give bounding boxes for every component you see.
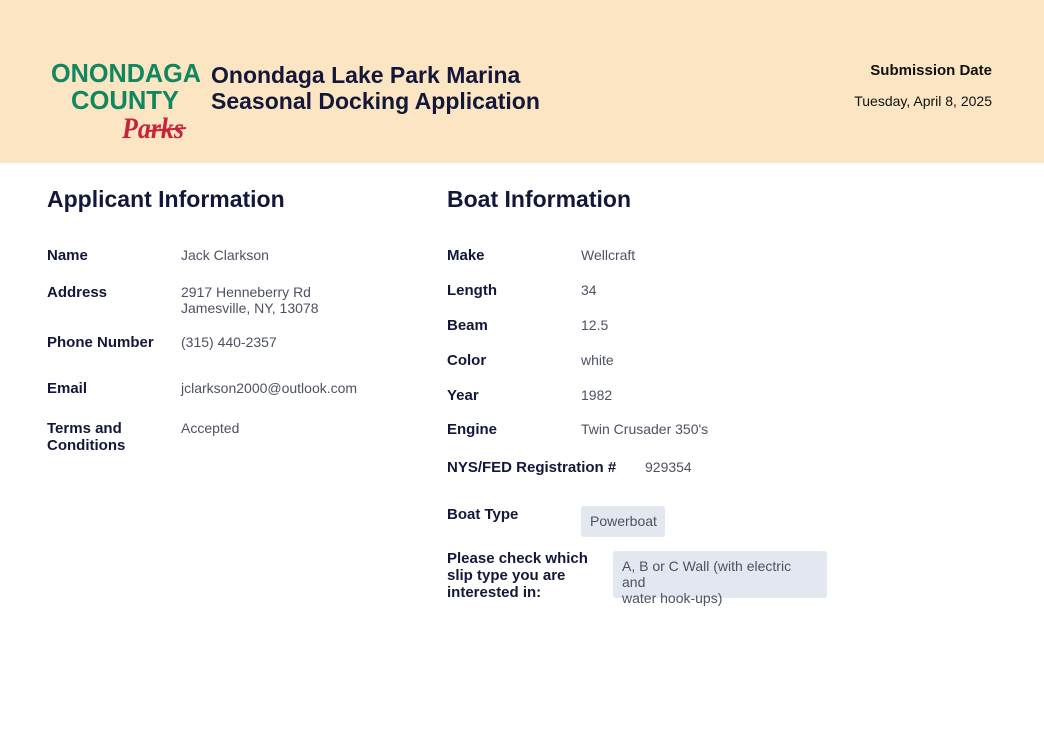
boat-heading: Boat Information [447, 186, 631, 212]
length-label: Length [447, 282, 497, 299]
onondaga-county-parks-logo [50, 56, 202, 146]
beam-label: Beam [447, 317, 488, 334]
name-value: Jack Clarkson [181, 247, 269, 263]
slip-type-label-line2: slip type you are [447, 567, 566, 584]
slip-type-value-line2: water hook-ups) [622, 590, 723, 606]
make-value: Wellcraft [581, 247, 636, 263]
terms-label-line2: Conditions [47, 437, 126, 454]
slip-type-chip [613, 551, 827, 606]
email-value: jclarkson2000@outlook.com [181, 380, 358, 396]
submission-date-value: Tuesday, April 8, 2025 [854, 93, 992, 109]
address-value [181, 284, 318, 316]
title-line1: Onondaga Lake Park Marina [211, 62, 521, 88]
color-value: white [581, 352, 614, 368]
name-label: Name [47, 247, 88, 264]
logo-line2: COUNTY [71, 85, 179, 115]
make-label: Make [447, 247, 485, 264]
boat-type-label: Boat Type [447, 506, 519, 523]
beam-value: 12.5 [581, 317, 609, 333]
registration-value: 929354 [645, 459, 692, 475]
submission-date-label: Submission Date [870, 62, 992, 79]
page-title [211, 62, 540, 114]
address-label: Address [47, 284, 108, 301]
page-header [0, 0, 1044, 163]
engine-label: Engine [447, 421, 498, 438]
slip-type-value-line1: A, B or C Wall (with electric and [622, 558, 792, 590]
terms-value: Accepted [181, 420, 240, 436]
boat-type-chip: Powerboat [581, 506, 665, 537]
title-line2: Seasonal Docking Application [211, 88, 540, 114]
email-label: Email [47, 380, 88, 397]
year-label: Year [447, 387, 479, 404]
registration-label: NYS/FED Registration # [447, 459, 617, 476]
phone-label: Phone Number [47, 334, 154, 351]
logo-line1: ONONDAGA [51, 58, 202, 88]
terms-label-line1: Terms and [47, 420, 122, 437]
color-label: Color [447, 352, 487, 369]
phone-value: (315) 440-2357 [181, 334, 277, 350]
engine-value: Twin Crusader 350's [581, 421, 709, 437]
address-line2: Jamesville, NY, 13078 [181, 300, 319, 316]
slip-type-label-line3: interested in: [447, 584, 542, 601]
logo-script: Parks [121, 112, 184, 145]
applicant-heading: Applicant Information [47, 186, 285, 212]
address-line1: 2917 Henneberry Rd [181, 284, 311, 300]
length-value: 34 [581, 282, 597, 298]
slip-type-label [447, 550, 588, 601]
year-value: 1982 [581, 387, 613, 403]
terms-label [47, 420, 125, 454]
slip-type-label-line1: Please check which [447, 550, 588, 567]
